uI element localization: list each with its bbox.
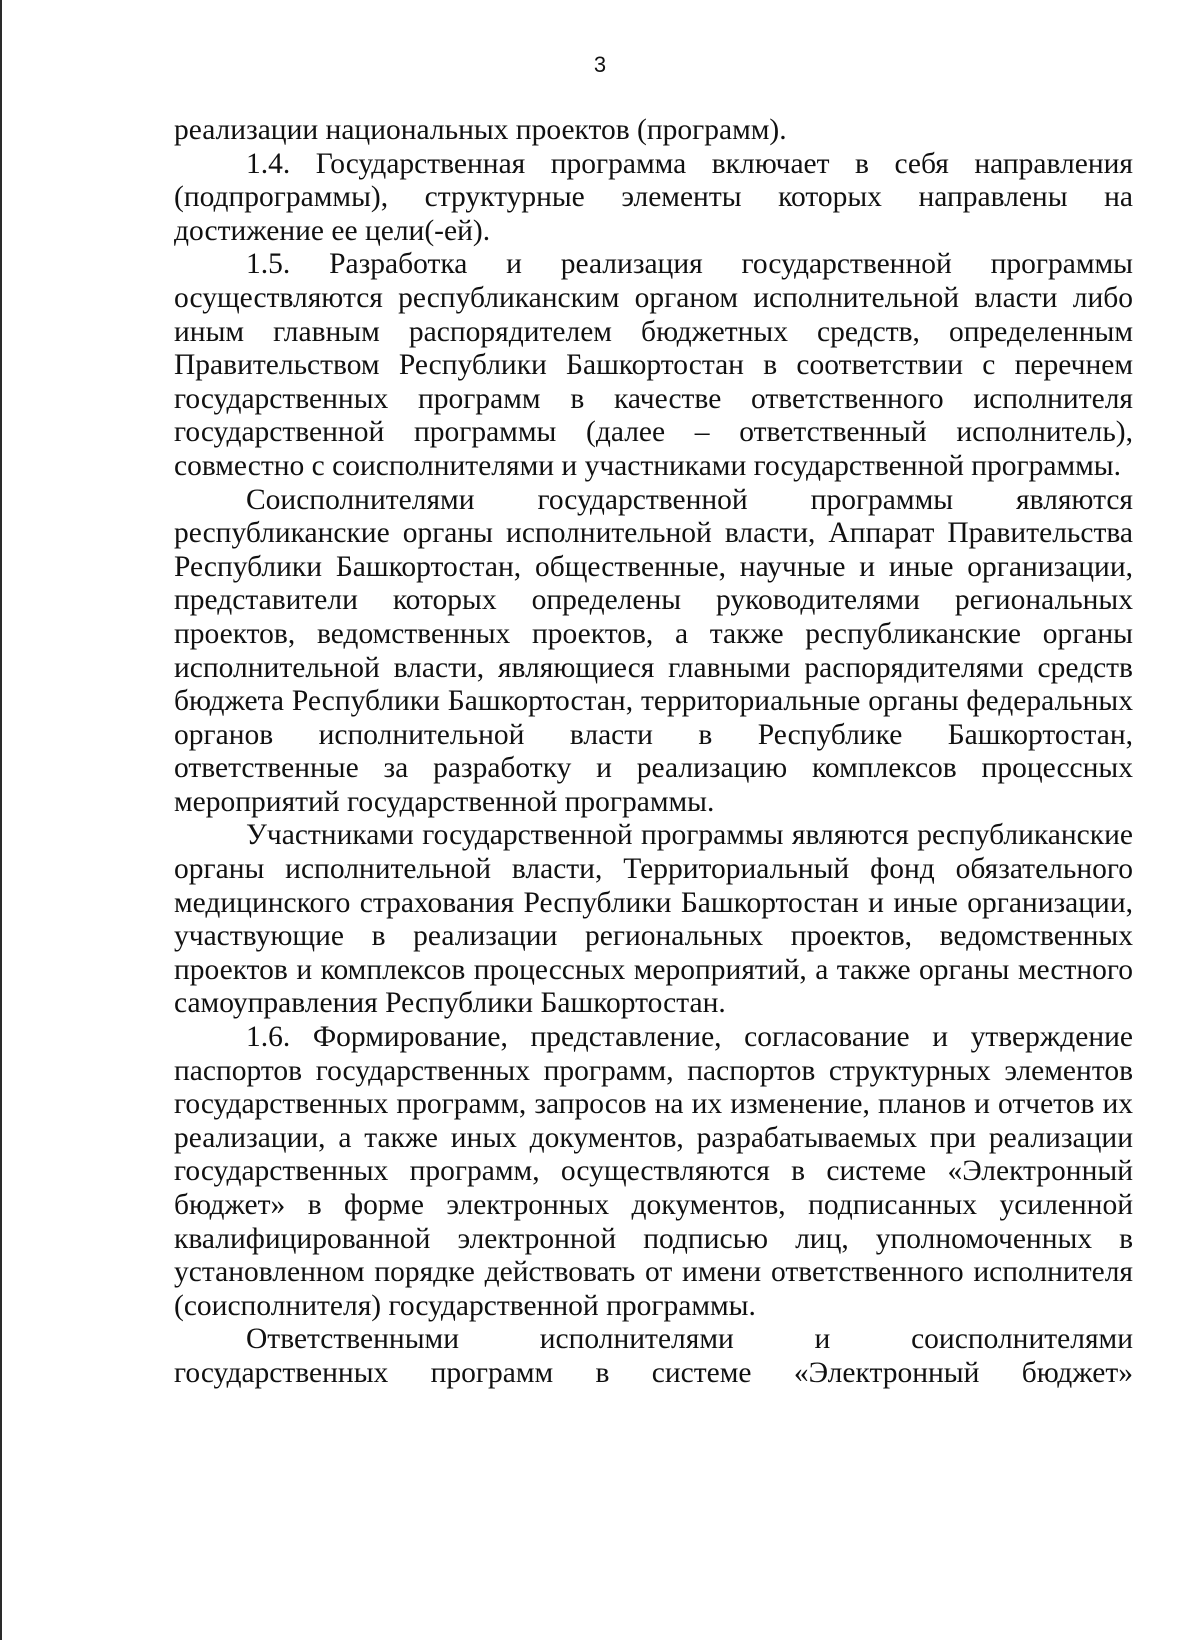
paragraph-1-4: 1.4. Государственная программа включает в себя направления (подпрограммы), структурные элементы которых направлены на достижение ее цели(-ей). (174, 147, 1133, 247)
paragraph-continuation: реализации национальных проектов (программ). (174, 114, 787, 146)
document-body (174, 114, 1133, 1391)
page-number: 3 (593, 52, 607, 77)
paragraph-responsible-executors: Ответственными исполнителями и соисполнителями государственных программ в системе «Электронный бюджет» (174, 1323, 1133, 1389)
paragraph-1-5: 1.5. Разработка и реализация государственной программы осуществляются республиканским органом исполнительной власти либо иным главным распорядителем бюджетных средств, определенным Правительством Республики Башкортостан в соответствии с перечнем государственных программ в качестве ответственного исполнителя государственной программы (далее – ответственный исполнитель), совместно с соисполнителями и участниками государственной программы. (174, 248, 1133, 482)
scan-edge-line (0, 0, 2, 1640)
paragraph-co-executors: Соисполнителями государственной программы являются республиканские органы исполнительной власти, Аппарат Правительства Республики Башкортостан, общественные, научные и иные организации, представители которых определены руководителями региональных проектов, ведомственных проектов, а также республиканские органы исполнительной власти, являющиеся главными распорядителями средств бюджета Республики Башкортостан, территориальные органы федеральных органов исполнительной власти в Республике Башкортостан, ответственные за разработку и реализацию комплексов процессных мероприятий государственной программы. (174, 483, 1133, 818)
paragraph-1-6: 1.6. Формирование, представление, согласование и утверждение паспортов государственных программ, паспортов структурных элементов государственных программ, запросов на их изменение, планов и отчетов их реализации, а также иных документов, разрабатываемых при реализации государственных программ, осуществляются в системе «Электронный бюджет» в форме электронных документов, подписанных усиленной квалифицированной электронной подписью лиц, уполномоченных в установленном порядке действовать от имени ответственного исполнителя (соисполнителя) государственной программы. (174, 1021, 1133, 1322)
paragraph-participants: Участниками государственной программы являются республиканские органы исполнительной власти, Территориальный фонд обязательного медицинского страхования Республики Башкортостан и иные организации, участвующие в реализации региональных проектов, ведомственных проектов и комплексов процессных мероприятий, а также органы местного самоуправления Республики Башкортостан. (174, 819, 1133, 1020)
